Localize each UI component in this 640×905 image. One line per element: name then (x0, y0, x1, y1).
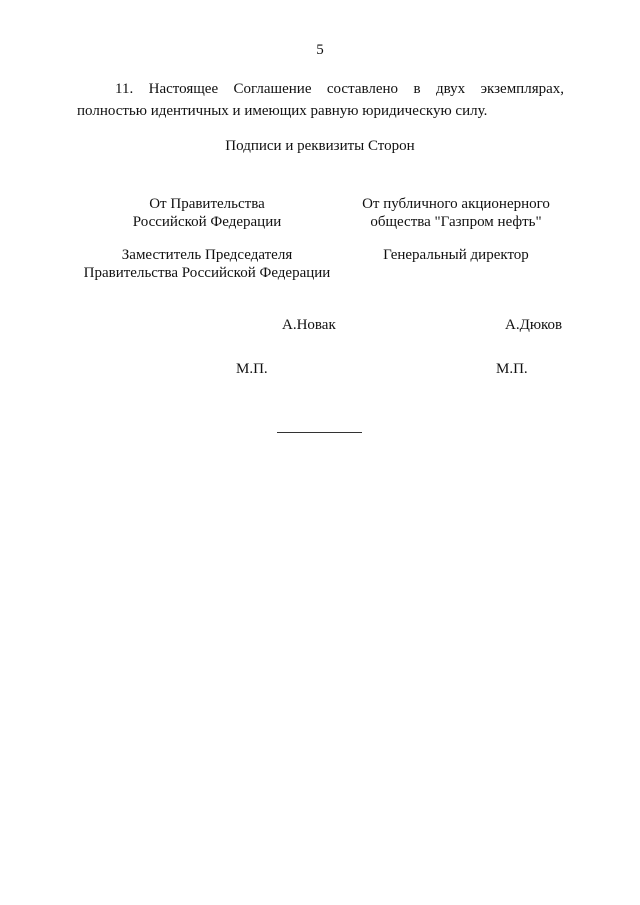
right-seal-mark: М.П. (496, 361, 528, 377)
left-party-organization (85, 195, 329, 231)
left-seal-mark: М.П. (236, 361, 268, 377)
page-number: 5 (316, 42, 324, 58)
left-party-position (79, 246, 335, 282)
left-party-org-line-1: От Правительства (149, 196, 265, 212)
clause-11-text: 11. Настоящее Соглашение составлено в двух экземплярах, полностью идентичных и имеющих равную юридическую силу. (77, 81, 564, 119)
right-party-position (334, 246, 578, 264)
end-of-document-rule (277, 432, 362, 433)
left-signer-name: А.Новак (282, 317, 336, 333)
left-party-position-line-1: Заместитель Председателя (121, 247, 293, 263)
left-party-org-line-2: Российской Федерации (132, 214, 282, 230)
right-party-position-line-1: Генеральный директор (383, 247, 529, 263)
right-party-org-line-2: общества "Газпром нефть" (370, 214, 542, 230)
right-signer-name: А.Дюков (505, 317, 563, 333)
signatures-title: Подписи и реквизиты Сторон (225, 138, 415, 154)
right-party-organization (334, 195, 578, 231)
right-party-org-line-1: От публичного акционерного (362, 196, 550, 212)
left-party-position-line-2: Правительства Российской Федерации (83, 265, 331, 281)
